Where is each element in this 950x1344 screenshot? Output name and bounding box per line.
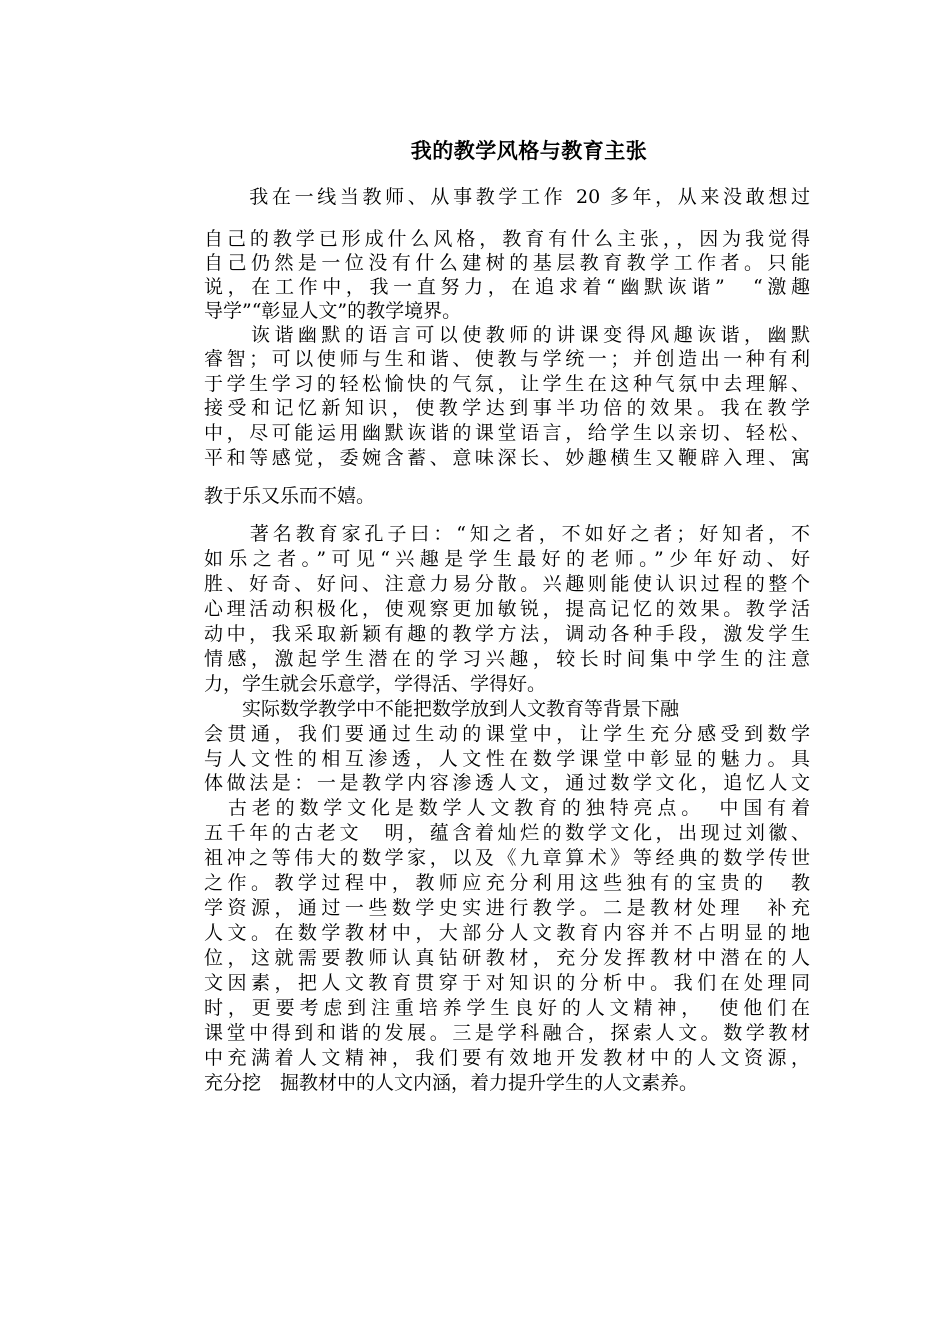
text-line: 动中，我采取新颖有趣的教学方法，调动各种手段，激发学生 [204,623,810,645]
text-line: 力，学生就会乐意学，学得活、学得好。 [204,673,547,695]
text-line: 睿智；可以使师与生和谐、使教与学统一；并创造出一种有利 [204,348,810,370]
text-line: 祖冲之等伟大的数学家，以及《九章算术》等经典的数学传世 [204,847,810,869]
text-line: 自己的教学已形成什么风格，教育有什么主张，，因为我觉得 [204,228,810,250]
text-line: 位，这就需要教师认真钻研教材，充分发挥教材中潜在的人 [204,947,810,969]
text-line: 五千年的古老文 明，蕴含着灿烂的数学文化，出现过刘徽、 [204,822,810,844]
text-line: 我在一线当教师、从事教学工作 20 多年，从来没敢想过 [204,186,810,208]
text-line: 人文。在数学教材中，大部分人文教育内容并不占明显的地 [204,922,810,944]
text-line: 学资源，通过一些数学史实进行教学。二是教材处理 补充 [204,897,810,919]
text-line: 会贯通，我们要通过生动的课堂中，让学生充分感受到数学 [204,723,810,745]
text-line: 于学生学习的轻松愉快的气氛，让学生在这种气氛中去理解、 [204,373,810,395]
text-line: 接受和记忆新知识，使教学达到事半功倍的效果。我在教学 [204,397,810,419]
text-line: 著名教育家孔子曰：“知之者，不如好之者；好知者，不 [204,523,810,545]
text-line: 教于乐又乐而不嬉。 [204,485,376,507]
text-line: 实际数学教学中不能把数学放到人文教育等背景下融 [204,698,680,720]
text-line: 体做法是：一是教学内容渗透人文，通过数学文化，追忆人文 [204,772,810,794]
text-line: 充分挖 掘教材中的人文内涵，着力提升学生的人文素养。 [204,1072,699,1094]
text-line: 文因素，把人文教育贯穿于对知识的分析中。我们在处理同 [204,972,810,994]
text-line: 平和等感觉，委婉含蓄、意味深长、妙趣横生又鞭辟入理、寓 [204,447,810,469]
text-line: 心理活动积极化，使观察更加敏锐，提高记忆的效果。教学活 [204,598,810,620]
text-line: 如乐之者。”可见“兴趣是学生最好的老师。”少年好动、好 [204,548,810,570]
text-line: 导学”“彰显人文”的教学境界。 [204,300,462,322]
document-title: 我的教学风格与教育主张 [410,138,648,163]
text-line: 与人文性的相互渗透，人文性在数学课堂中彰显的魅力。具 [204,748,810,770]
text-line: 古老的数学文化是数学人文教育的独特亮点。 中国有着 [204,797,810,819]
text-line: 中，尽可能运用幽默诙谐的课堂语言，给学生以亲切、轻松、 [204,422,810,444]
text-line: 诙谐幽默的语言可以使教师的讲课变得风趣诙谐，幽默 [204,324,810,346]
text-line: 胜、好奇、好问、注意力易分散。兴趣则能使认识过程的整个 [204,573,810,595]
text-line: 时，更要考虑到注重培养学生良好的人文精神， 使他们在 [204,997,810,1019]
text-line: 中充满着人文精神，我们要有效地开发教材中的人文资源， [204,1047,810,1069]
text-line: 之作。教学过程中，教师应充分利用这些独有的宝贵的 教 [204,872,810,894]
text-line: 自己仍然是一位没有什么建树的基层教育教学工作者。只能 [204,252,810,274]
text-line: 情感，激起学生潜在的学习兴趣，较长时间集中学生的注意 [204,648,810,670]
text-line: 说，在工作中，我一直努力，在追求着“幽默诙谐” “激趣 [204,276,810,298]
text-line: 课堂中得到和谐的发展。三是学科融合，探索人文。数学教材 [204,1022,810,1044]
